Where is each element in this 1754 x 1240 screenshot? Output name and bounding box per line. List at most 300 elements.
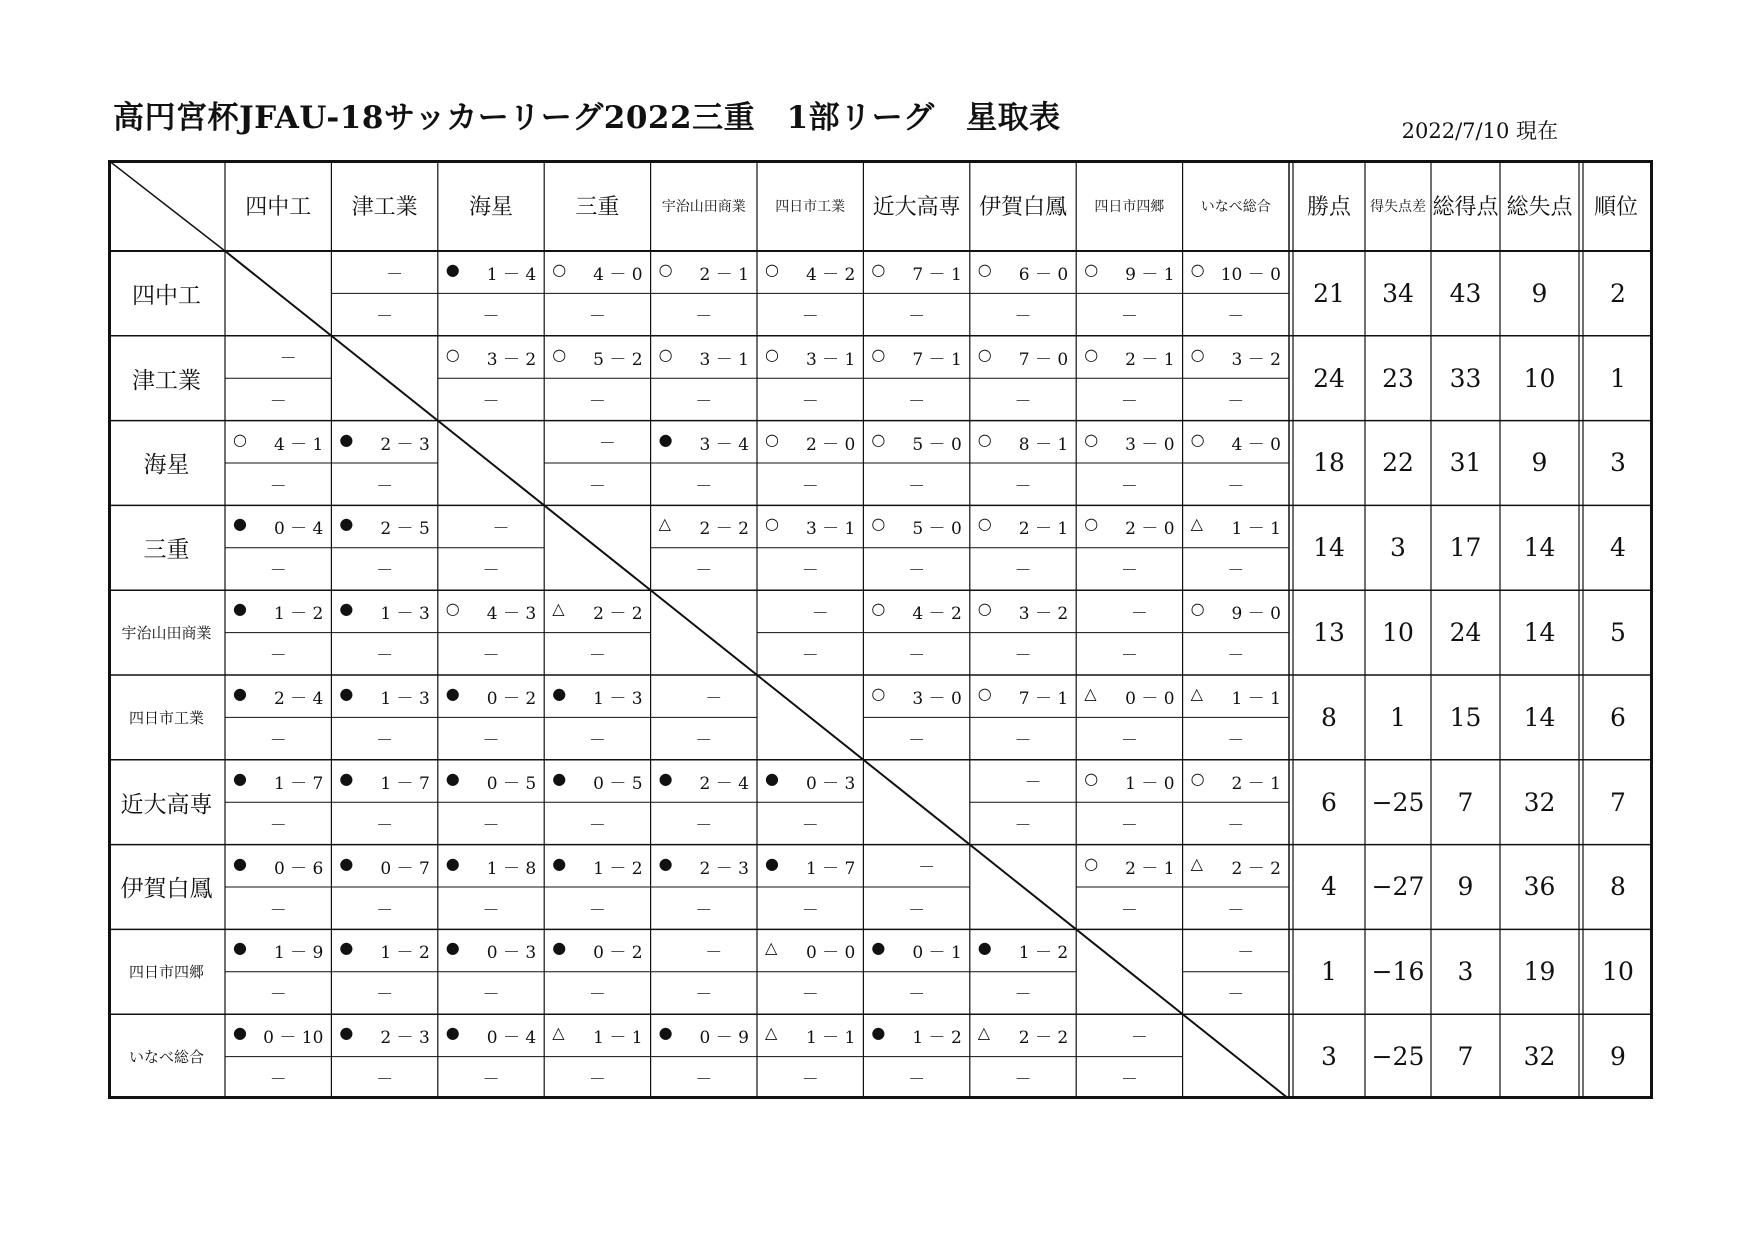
result-mark: ● <box>658 853 673 873</box>
result-second-leg: － <box>482 731 500 752</box>
result-score: 3 － 1 <box>805 519 856 540</box>
result-mark: ○ <box>1084 768 1099 788</box>
result-second-leg: － <box>269 646 287 667</box>
result-second-leg: － <box>482 307 500 328</box>
stat-value: 8 <box>1610 872 1626 902</box>
stat-value: 10 <box>1523 363 1556 393</box>
result-score: 1 － 2 <box>273 604 324 625</box>
result-score: 2 － 1 <box>699 265 749 285</box>
result-second-leg: － <box>695 731 713 752</box>
result-score: 1 － 3 <box>593 689 643 709</box>
result-second-leg: － <box>1014 646 1032 667</box>
stat-value: 22 <box>1382 448 1414 478</box>
stat-value: 15 <box>1449 702 1482 732</box>
result-second-leg: － <box>1120 561 1138 582</box>
result-mark: ● <box>445 1023 460 1043</box>
result-mark: △ <box>1084 684 1097 703</box>
result-score: 1 － 1 <box>593 1028 643 1049</box>
result-score: 3 － 1 <box>699 349 749 370</box>
row-header-team: 津工業 <box>132 367 201 394</box>
result-score: 5 － 0 <box>912 434 962 455</box>
result-second-leg: － <box>269 391 287 412</box>
result-mark: ○ <box>1084 344 1099 364</box>
result-mark: ○ <box>871 599 886 619</box>
result-score: 0 － 3 <box>486 943 537 964</box>
result-score: 0 － 3 <box>805 773 856 794</box>
result-second-leg: － <box>695 900 713 921</box>
result-pending: － <box>705 688 723 709</box>
row-header-team: 宇治山田商業 <box>121 624 212 643</box>
result-score: 0 － 0 <box>805 943 856 964</box>
result-second-leg: － <box>1014 815 1032 836</box>
result-mark: △ <box>552 599 565 619</box>
result-score: 1 － 7 <box>380 773 430 794</box>
stat-value: 1 <box>1321 957 1337 987</box>
result-score: 2 － 1 <box>1125 858 1175 879</box>
result-mark: ● <box>339 429 354 449</box>
result-mark: ● <box>871 1023 886 1043</box>
result-score: 7 － 0 <box>1018 349 1069 370</box>
result-score: 7 － 1 <box>1018 689 1069 709</box>
result-score: 6 － 0 <box>1018 265 1069 285</box>
result-mark: ○ <box>1190 599 1205 619</box>
result-second-leg: － <box>588 815 606 836</box>
result-mark: ● <box>339 1023 354 1043</box>
result-second-leg: － <box>801 646 819 667</box>
stat-value: 32 <box>1523 1042 1556 1072</box>
result-second-leg: － <box>908 900 926 921</box>
result-second-leg: － <box>1227 307 1245 328</box>
result-mark: ○ <box>765 514 779 534</box>
result-score: 3 － 0 <box>1125 434 1175 455</box>
stat-value: 7 <box>1457 1042 1474 1072</box>
result-second-leg: － <box>376 1070 394 1091</box>
result-pending: － <box>279 349 297 370</box>
result-second-leg: － <box>588 985 606 1006</box>
result-mark: ○ <box>552 260 567 279</box>
result-second-leg: － <box>376 476 394 497</box>
result-score: 1 － 7 <box>805 858 856 879</box>
result-second-leg: － <box>482 1070 500 1091</box>
result-score: 1 － 1 <box>1231 519 1281 540</box>
result-mark: ● <box>552 684 567 703</box>
result-mark: ○ <box>1190 429 1205 449</box>
result-second-leg: － <box>908 731 926 752</box>
result-second-leg: － <box>1227 985 1245 1006</box>
stat-value: 8 <box>1321 702 1337 732</box>
result-mark: ● <box>552 938 567 958</box>
result-second-leg: － <box>1120 646 1138 667</box>
result-mark: ● <box>658 1023 673 1043</box>
result-second-leg: － <box>588 646 606 667</box>
result-mark: ○ <box>1084 853 1099 873</box>
result-second-leg: － <box>908 646 926 667</box>
result-mark: ○ <box>765 344 779 364</box>
result-mark: ● <box>233 853 247 873</box>
result-score: 0 － 2 <box>486 689 537 709</box>
result-score: 7 － 1 <box>912 265 962 285</box>
result-pending: － <box>705 943 723 964</box>
result-second-leg: － <box>1120 1070 1138 1091</box>
row-header-team: 四中工 <box>132 282 201 309</box>
result-mark: △ <box>552 1023 565 1043</box>
column-header-team: 海星 <box>468 195 513 220</box>
result-mark: ○ <box>658 344 673 364</box>
result-mark: ● <box>977 938 992 958</box>
result-second-leg: － <box>269 985 287 1006</box>
result-second-leg: － <box>588 476 606 497</box>
result-mark: ○ <box>977 344 992 364</box>
result-score: 3 － 2 <box>1018 604 1069 625</box>
result-score: 2 － 2 <box>593 604 643 625</box>
result-mark: ○ <box>1190 768 1205 788</box>
result-second-leg: － <box>801 900 819 921</box>
stat-value: 1 <box>1390 702 1406 732</box>
stat-header: 総失点 <box>1506 195 1573 220</box>
result-mark: ○ <box>658 260 673 279</box>
result-second-leg: － <box>695 1070 713 1091</box>
row-header-team: いなべ総合 <box>128 1048 204 1067</box>
result-second-leg: － <box>269 476 287 497</box>
result-mark: ● <box>233 938 247 958</box>
result-second-leg: － <box>269 900 287 921</box>
result-second-leg: － <box>482 561 500 582</box>
result-second-leg: － <box>908 391 926 412</box>
result-second-leg: － <box>482 900 500 921</box>
stat-value: 6 <box>1321 787 1337 817</box>
result-mark: ○ <box>1084 514 1099 534</box>
result-mark: ○ <box>765 429 779 449</box>
stat-value: 2 <box>1610 278 1626 308</box>
result-second-leg: － <box>1014 307 1032 328</box>
result-score: 3 － 4 <box>699 434 749 455</box>
result-score: 2 － 3 <box>699 858 749 879</box>
result-score: 0 － 1 <box>912 943 962 964</box>
result-second-leg: － <box>588 391 606 412</box>
result-second-leg: － <box>1227 476 1245 497</box>
stat-value: 9 <box>1457 872 1474 902</box>
result-pending: － <box>1130 1027 1148 1048</box>
column-header-team: 宇治山田商業 <box>661 198 746 215</box>
result-score: 3 － 1 <box>805 349 856 370</box>
result-mark: ● <box>233 1023 247 1043</box>
result-score: 1 － 8 <box>486 858 537 879</box>
result-mark: ● <box>339 938 354 958</box>
result-pending: － <box>1024 773 1042 794</box>
result-mark: ● <box>552 768 567 788</box>
result-score: 7 － 1 <box>912 349 962 370</box>
stat-value: 24 <box>1313 363 1345 393</box>
result-second-leg: － <box>908 561 926 582</box>
stat-value: −16 <box>1371 957 1425 987</box>
result-mark: △ <box>977 1023 991 1043</box>
result-score: 2 － 1 <box>1018 519 1069 540</box>
result-second-leg: － <box>588 731 606 752</box>
stat-value: 24 <box>1449 618 1482 648</box>
result-second-leg: － <box>801 391 819 412</box>
result-second-leg: － <box>1014 561 1032 582</box>
stat-header: 総得点 <box>1432 195 1499 220</box>
result-score: 0 － 0 <box>1125 689 1175 709</box>
result-mark: ● <box>233 768 247 788</box>
result-pending: － <box>1237 943 1255 964</box>
result-mark: ● <box>445 938 460 958</box>
result-second-leg: － <box>269 815 287 836</box>
result-second-leg: － <box>1227 561 1245 582</box>
result-score: 4 － 1 <box>273 434 324 455</box>
stat-value: 9 <box>1531 448 1548 478</box>
result-mark: ○ <box>977 599 992 619</box>
result-second-leg: － <box>376 985 394 1006</box>
result-second-leg: － <box>1120 476 1138 497</box>
result-second-leg: － <box>908 476 926 497</box>
result-mark: △ <box>1190 853 1203 873</box>
result-score: 10 － 0 <box>1220 265 1281 285</box>
result-pending: － <box>811 603 829 624</box>
result-pending: － <box>1130 603 1148 624</box>
stat-value: 6 <box>1610 702 1626 732</box>
result-score: 2 － 3 <box>380 1028 430 1049</box>
stat-value: 5 <box>1610 618 1626 648</box>
stat-header: 得失点差 <box>1370 198 1426 215</box>
result-score: 3 － 2 <box>486 349 537 370</box>
stat-value: 14 <box>1313 533 1345 563</box>
stat-value: 36 <box>1523 872 1556 902</box>
result-mark: ○ <box>1190 260 1205 279</box>
result-second-leg: － <box>801 307 819 328</box>
result-second-leg: － <box>1014 1070 1032 1091</box>
result-mark: △ <box>765 1023 778 1043</box>
row-header-team: 四日市工業 <box>128 708 204 727</box>
result-score: 2 － 0 <box>1125 519 1175 540</box>
column-header-team: 四日市工業 <box>775 198 846 215</box>
result-second-leg: － <box>482 391 500 412</box>
result-mark: ○ <box>1084 260 1099 279</box>
page-title: 高円宮杯JFAU-18サッカーリーグ2022三重 1部リーグ 星取表 <box>113 100 1061 136</box>
stat-value: 34 <box>1382 278 1414 308</box>
result-score: 5 － 0 <box>912 519 962 540</box>
as-of-date: 2022/7/10 現在 <box>1401 119 1558 143</box>
result-score: 1 － 2 <box>912 1028 962 1049</box>
result-score: 4 － 2 <box>912 604 962 625</box>
result-score: 0 － 2 <box>593 943 643 964</box>
column-header-team: 三重 <box>575 195 620 220</box>
result-second-leg: － <box>269 731 287 752</box>
result-score: 1 － 9 <box>273 943 324 964</box>
result-score: 1 － 2 <box>593 858 643 879</box>
result-second-leg: － <box>695 476 713 497</box>
result-second-leg: － <box>1227 646 1245 667</box>
result-score: 3 － 2 <box>1231 349 1281 370</box>
result-mark: ○ <box>765 260 779 279</box>
result-mark: ● <box>445 768 460 788</box>
result-mark: △ <box>765 938 778 958</box>
stat-value: 3 <box>1457 957 1474 987</box>
result-mark: ● <box>233 514 247 534</box>
result-score: 1 － 3 <box>380 689 430 709</box>
result-second-leg: － <box>1227 391 1245 412</box>
result-score: 5 － 2 <box>593 349 643 370</box>
result-mark: ● <box>445 260 460 279</box>
result-mark: ○ <box>977 514 992 534</box>
stat-value: 17 <box>1449 533 1482 563</box>
result-mark: ○ <box>871 344 886 364</box>
result-score: 1 － 7 <box>273 773 324 794</box>
result-score: 2 － 1 <box>1231 773 1281 794</box>
result-mark: ● <box>339 768 354 788</box>
result-second-leg: － <box>801 815 819 836</box>
stat-value: 32 <box>1523 787 1556 817</box>
column-header-team: 近大高専 <box>872 195 961 220</box>
stat-value: 3 <box>1610 448 1626 478</box>
result-score: 1 － 1 <box>1231 689 1281 709</box>
result-second-leg: － <box>376 646 394 667</box>
result-second-leg: － <box>801 476 819 497</box>
result-second-leg: － <box>376 561 394 582</box>
result-second-leg: － <box>908 307 926 328</box>
result-mark: △ <box>1190 514 1203 534</box>
result-pending: － <box>598 434 616 455</box>
result-mark: ● <box>658 768 673 788</box>
result-mark: △ <box>1190 684 1203 703</box>
result-second-leg: － <box>482 985 500 1006</box>
result-score: 2 － 4 <box>273 689 324 709</box>
stat-value: 9 <box>1531 278 1548 308</box>
result-second-leg: － <box>908 1070 926 1091</box>
result-score: 2 － 5 <box>380 519 430 540</box>
result-second-leg: － <box>1227 900 1245 921</box>
result-score: 0 － 7 <box>380 858 430 879</box>
stat-value: 3 <box>1321 1042 1337 1072</box>
result-score: 0 － 5 <box>593 773 643 794</box>
result-second-leg: － <box>269 1070 287 1091</box>
result-score: 4 － 3 <box>486 604 537 625</box>
result-second-leg: － <box>588 900 606 921</box>
result-score: 8 － 1 <box>1018 434 1069 455</box>
stat-value: 23 <box>1382 363 1414 393</box>
result-mark: ● <box>233 684 247 703</box>
result-score: 2 － 3 <box>380 434 430 455</box>
result-mark: ○ <box>445 344 460 364</box>
column-header-team: 四中工 <box>245 195 312 220</box>
result-mark: ● <box>765 853 779 873</box>
result-mark: ○ <box>552 344 567 364</box>
result-score: 0 － 4 <box>273 519 324 540</box>
result-score: 1 － 3 <box>380 604 430 625</box>
result-score: 3 － 0 <box>912 689 962 709</box>
result-second-leg: － <box>1014 476 1032 497</box>
column-header-team: いなべ総合 <box>1200 198 1271 215</box>
result-second-leg: － <box>588 307 606 328</box>
result-mark: ● <box>445 853 460 873</box>
stat-value: 4 <box>1321 872 1337 902</box>
result-second-leg: － <box>376 731 394 752</box>
result-second-leg: － <box>588 1070 606 1091</box>
result-score: 4 － 0 <box>593 265 643 285</box>
stat-value: 19 <box>1523 957 1556 987</box>
stat-value: 13 <box>1313 618 1345 648</box>
stat-value: 33 <box>1449 363 1482 393</box>
result-second-leg: － <box>376 815 394 836</box>
result-score: 2 － 0 <box>805 434 856 455</box>
result-mark: ● <box>871 938 886 958</box>
result-second-leg: － <box>695 985 713 1006</box>
stat-value: 14 <box>1523 533 1556 563</box>
stat-value: 1 <box>1610 363 1626 393</box>
row-header-team: 海星 <box>143 452 190 479</box>
result-score: 9 － 0 <box>1231 604 1281 625</box>
result-second-leg: － <box>376 307 394 328</box>
result-mark: ○ <box>977 684 992 703</box>
stat-value: −25 <box>1371 787 1425 817</box>
result-score: 1 － 2 <box>380 943 430 964</box>
standings-table <box>108 160 1653 1099</box>
stat-value: 10 <box>1602 957 1634 987</box>
stat-value: 10 <box>1382 618 1414 648</box>
stat-value: 43 <box>1449 278 1482 308</box>
result-second-leg: － <box>695 391 713 412</box>
stat-header: 順位 <box>1593 195 1638 220</box>
result-second-leg: － <box>1014 391 1032 412</box>
result-score: 0 － 5 <box>486 773 537 794</box>
result-pending: － <box>386 264 404 285</box>
result-score: 1 － 2 <box>1018 943 1069 964</box>
result-mark: ○ <box>233 429 247 449</box>
stat-value: 14 <box>1523 618 1556 648</box>
result-mark: ● <box>765 768 779 788</box>
result-score: 2 － 4 <box>699 773 749 794</box>
column-header-team: 津工業 <box>351 195 418 220</box>
stat-value: 7 <box>1457 787 1474 817</box>
result-score: 4 － 0 <box>1231 434 1281 455</box>
result-score: 0 － 9 <box>699 1028 749 1049</box>
result-score: 1 － 4 <box>486 265 537 285</box>
stat-value: −25 <box>1371 1042 1425 1072</box>
result-mark: ○ <box>977 260 992 279</box>
result-mark: △ <box>658 514 671 534</box>
result-mark: ○ <box>871 514 886 534</box>
row-header-team: 近大高専 <box>120 791 213 818</box>
column-header-team: 四日市四郷 <box>1094 198 1165 215</box>
result-mark: ● <box>233 599 247 619</box>
result-mark: ● <box>552 853 567 873</box>
result-second-leg: － <box>1014 985 1032 1006</box>
result-mark: ○ <box>871 684 886 703</box>
column-header-team: 伊賀白鳳 <box>978 195 1067 220</box>
stat-value: 14 <box>1523 702 1556 732</box>
result-mark: ● <box>445 684 460 703</box>
result-mark: ● <box>658 429 673 449</box>
row-header-team: 伊賀白鳳 <box>120 876 213 903</box>
stat-value: 31 <box>1449 448 1482 478</box>
result-score: 0 － 6 <box>273 858 324 879</box>
result-second-leg: － <box>1120 815 1138 836</box>
result-second-leg: － <box>695 307 713 328</box>
result-mark: ● <box>339 514 354 534</box>
stat-value: 7 <box>1610 787 1626 817</box>
result-second-leg: － <box>1120 391 1138 412</box>
result-second-leg: － <box>801 561 819 582</box>
result-second-leg: － <box>1120 307 1138 328</box>
stat-value: 21 <box>1313 278 1345 308</box>
result-score: 2 － 2 <box>1018 1028 1069 1049</box>
result-mark: ○ <box>871 260 886 279</box>
result-mark: ○ <box>977 429 992 449</box>
result-mark: ● <box>339 599 354 619</box>
result-mark: ○ <box>1190 344 1205 364</box>
stat-value: 4 <box>1610 533 1626 563</box>
row-header-team: 三重 <box>143 537 190 564</box>
